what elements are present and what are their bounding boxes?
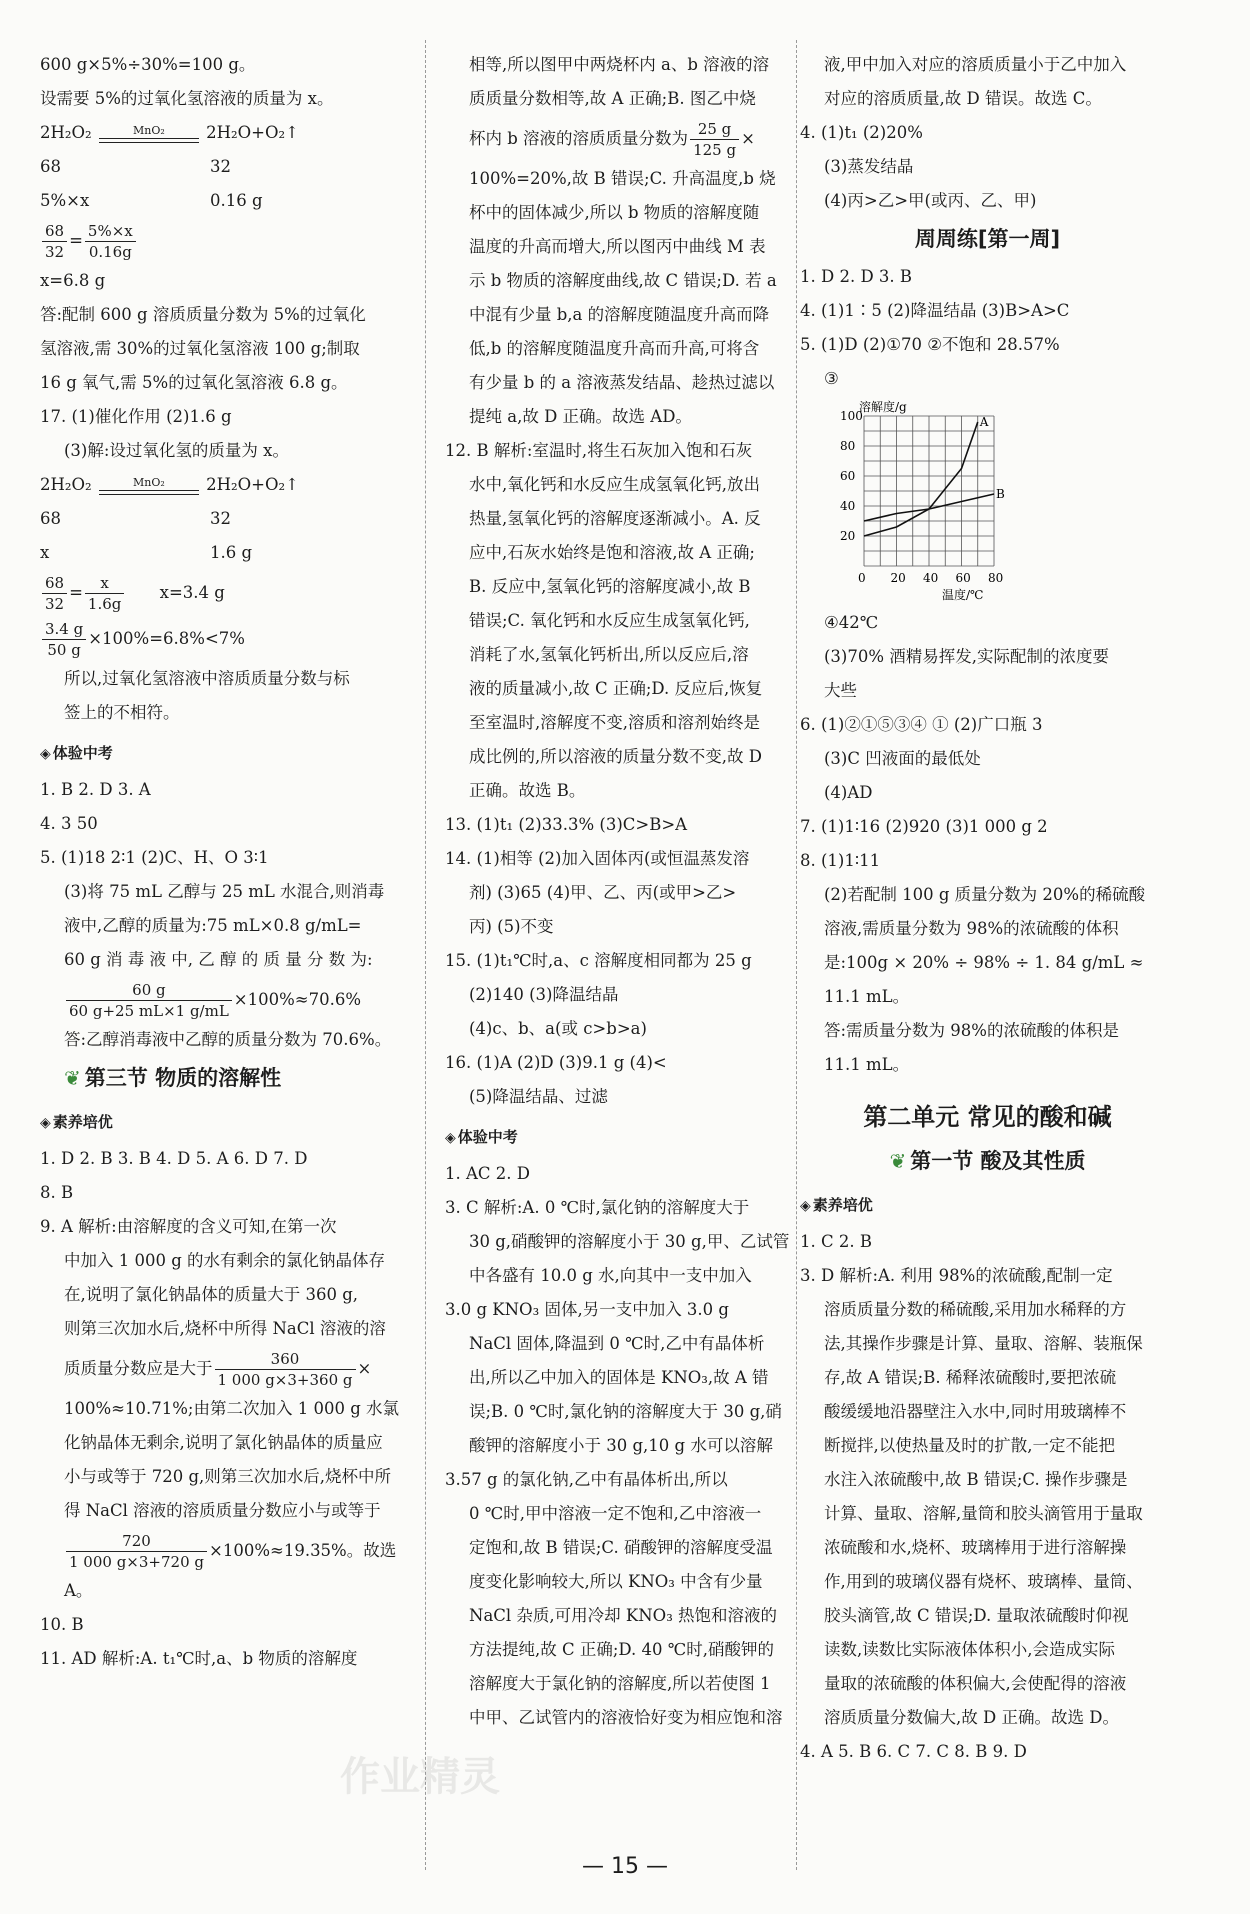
equals: = — [69, 231, 83, 250]
text-line: 5. (1)D (2)①70 ②不饱和 28.57% — [800, 335, 1060, 354]
y-axis-label: 溶解度/g — [859, 400, 907, 414]
x-tick-label: 80 — [988, 571, 1004, 585]
text-line: 溶质质量分数偏大,故 D 正确。故选 D。 — [824, 1708, 1119, 1727]
text-line: 误;B. 0 ℃时,氯化钠的溶解度大于 30 g,硝 — [469, 1402, 782, 1421]
text-line: 中甲、乙试管内的溶液恰好变为相应饱和溶 — [469, 1708, 783, 1727]
text-line: 大些 — [824, 681, 857, 700]
text-line: 液的质量减小,故 C 正确;D. 反应后,恢复 — [469, 679, 763, 698]
text-line: 4. (1)1∶5 (2)降温结晶 (3)B>A>C — [800, 301, 1070, 320]
x-tick-label: 40 — [923, 571, 939, 585]
solubility-chart — [824, 396, 1175, 606]
text-line: 3. C 解析:A. 0 ℃时,氯化钠的溶解度大于 — [445, 1198, 750, 1217]
pct-line — [40, 616, 410, 662]
text-line: 低,b 的溶解度随温度升高而升高,可将含 — [469, 339, 760, 358]
text-line: (2)140 (3)降温结晶 — [469, 985, 619, 1004]
fraction: $\frac{68}{32}$ — [42, 573, 67, 614]
text-line: 1. B 2. D 3. A — [40, 780, 151, 799]
text-line: 量取的浓硫酸的体积偏大,会使配得的溶液 — [824, 1674, 1127, 1693]
text-line: 1. AC 2. D — [445, 1164, 530, 1183]
fraction: $\frac{720}{1 000 g\times 3+720 g}$ — [66, 1531, 207, 1572]
text-line: (2)若配制 100 g 质量分数为 20%的稀硫酸 — [824, 885, 1146, 904]
text-line: ③ — [824, 369, 839, 388]
mass-row — [40, 536, 410, 570]
text-line: 100%=20%,故 B 错误;C. 升高温度,b 烧 — [469, 169, 776, 188]
text-line: 在,说明了氯化钠晶体的质量大于 360 g, — [64, 1285, 359, 1304]
text-line: 5. (1)18 2∶1 (2)C、H、O 3∶1 — [40, 848, 269, 867]
eq-left: 2H₂O₂ — [40, 475, 92, 494]
text-line: 设需要 5%的过氧化氢溶液的质量为 x。 — [40, 89, 334, 108]
text-line: 溶质质量分数的稀硫酸,采用加水稀释的方 — [824, 1300, 1127, 1319]
text-line: 胶头滴管,故 C 错误;D. 量取浓硫酸时仰视 — [824, 1606, 1129, 1625]
section-head-su: ◈ 素养培优 — [40, 1113, 113, 1131]
fraction: $\frac{360}{1 000 g\times 3+360 g}$ — [215, 1349, 356, 1390]
eq-arrow — [99, 124, 199, 143]
fraction: $\frac{3.4 g}{50 g}$ — [42, 619, 86, 660]
text-line: 至室温时,溶解度不变,溶质和溶剂始终是 — [469, 713, 760, 732]
text-line: (3)C 凹液面的最低处 — [824, 749, 981, 768]
mass-val: 68 — [40, 509, 61, 528]
series-line-A — [864, 422, 978, 536]
section-head-exam: ◈ 体验中考 — [40, 744, 113, 762]
section-head-exam: ◈ 体验中考 — [445, 1128, 518, 1146]
text-line: 11. AD 解析:A. t₁℃时,a、b 物质的溶解度 — [40, 1649, 358, 1668]
mass-row — [40, 150, 410, 184]
text-line: 断搅拌,以使热量及时的扩散,一定不能把 — [824, 1436, 1115, 1455]
section-head-su: ◈ 素养培优 — [800, 1196, 873, 1214]
text-line: 0 ℃时,甲中溶液一定不饱和,乙中溶液一 — [469, 1504, 762, 1523]
pct-tail: ×100%≈70.6% — [233, 990, 362, 1009]
result: x=3.4 g — [159, 583, 225, 602]
text-line: 3.0 g KNO₃ 固体,另一支中加入 3.0 g — [445, 1300, 729, 1319]
mass-val: x — [40, 543, 50, 562]
diamond-icon: ◈ — [445, 1130, 456, 1146]
pct-tail: ×100%=6.8%<7% — [88, 629, 245, 648]
x-tick-label: 20 — [890, 571, 906, 585]
eq-arrow — [99, 476, 199, 495]
series-label-A: A — [979, 415, 989, 429]
watermark: 作业精灵 — [340, 1754, 500, 1800]
eq-right: 2H₂O+O₂↑ — [206, 475, 299, 494]
mass-val: 68 — [40, 157, 61, 176]
text-line: 计算、量取、溶解,量筒和胶头滴管用于量取 — [824, 1504, 1143, 1523]
text: 质质量分数应是大于 — [64, 1359, 213, 1378]
text-line: 提纯 a,故 D 正确。故选 AD。 — [469, 407, 692, 426]
text-line: 16 g 氧气,需 5%的过氧化氢溶液 6.8 g。 — [40, 373, 348, 392]
chem-equation — [40, 116, 410, 150]
text-line: 11.1 mL。 — [824, 1055, 910, 1074]
text-line: 签上的不相符。 — [64, 703, 180, 722]
text-line: (4)丙>乙>甲(或丙、乙、甲) — [824, 191, 1037, 210]
text-line: ④42℃ — [824, 613, 879, 632]
text-line: 热量,氢氧化钙的溶解度逐渐减小。A. 反 — [469, 509, 761, 528]
chem-equation — [40, 468, 410, 502]
text-line: 出,所以乙中加入的固体是 KNO₃,故 A 错 — [469, 1368, 769, 1387]
text: 杯内 b 溶液的溶质质量分数为 — [469, 129, 689, 148]
text-line: 中混有少量 b,a 的溶解度随温度升高而降 — [469, 305, 770, 324]
fraction: $\frac{68}{32}$ — [42, 221, 67, 262]
text-line: 9. A 解析:由溶解度的含义可知,在第一次 — [40, 1217, 337, 1236]
column-divider — [796, 40, 797, 1870]
text-line: 4. 3 50 — [40, 814, 98, 833]
text-line: 中加入 1 000 g 的水有剩余的氯化钠晶体存 — [64, 1251, 386, 1270]
text-line: 15. (1)t₁℃时,a、c 溶解度相同都为 25 g — [445, 951, 752, 970]
text-line: (3)蒸发结晶 — [824, 157, 914, 176]
text-line: 化钠晶体无剩余,说明了氯化钠晶体的质量应 — [64, 1433, 383, 1452]
text-line: 正确。故选 B。 — [469, 781, 586, 800]
text-line: 度变化影响较大,所以 KNO₃ 中含有少量 — [469, 1572, 763, 1591]
text-line: 8. (1)1∶11 — [800, 851, 881, 870]
tail: × — [357, 1359, 372, 1378]
x-tick-label: 0 — [858, 571, 866, 585]
text-line: 17. (1)催化作用 (2)1.6 g — [40, 407, 232, 426]
text-line: 读数,读数比实际液体体积小,会造成实际 — [824, 1640, 1115, 1659]
text-line: 10. B — [40, 1615, 84, 1634]
section-title: ❦ 第一节 酸及其性质 — [889, 1149, 1086, 1173]
text-line: 答:需质量分数为 98%的浓硫酸的体积是 — [824, 1021, 1119, 1040]
text-line: 14. (1)相等 (2)加入固体丙(或恒温蒸发溶 — [445, 849, 750, 868]
ratio-line — [40, 218, 410, 264]
text-line: (4)c、b、a(或 c>b>a) — [469, 1019, 647, 1038]
text-line: 定饱和,故 B 错误;C. 硝酸钾的溶解度受温 — [469, 1538, 773, 1557]
y-tick-label: 20 — [840, 529, 856, 543]
text-line: 有少量 b 的 a 溶液蒸发结晶、趁热过滤以 — [469, 373, 775, 392]
text-line: 水注入浓硫酸中,故 B 错误;C. 操作步骤是 — [824, 1470, 1128, 1489]
column-3 — [800, 48, 1175, 1769]
mass-val: 0.16 g — [210, 191, 263, 210]
text-line: 16. (1)A (2)D (3)9.1 g (4)< — [445, 1053, 667, 1072]
unit-title: 第二单元 常见的酸和碱 — [863, 1103, 1112, 1131]
page-number: — 15 — — [582, 1854, 668, 1879]
series-label-B: B — [996, 487, 1005, 501]
text-line: 对应的溶质质量,故 D 错误。故选 C。 — [824, 89, 1102, 108]
text-block — [800, 1225, 1175, 1769]
fraction: $\frac{60 g}{60 g+25 mL\times 1 g/mL}$ — [66, 980, 232, 1021]
tail: ×100%≈19.35%。故选 — [209, 1541, 397, 1560]
fraction: $\frac{25 g}{125 g}$ — [690, 119, 739, 160]
eq-right: 2H₂O+O₂↑ — [206, 123, 299, 142]
text-block — [445, 1157, 790, 1735]
text-line: 错误;C. 氧化钙和水反应生成氢氧化钙, — [469, 611, 750, 630]
weekly-title: 周周练[第一周] — [914, 227, 1061, 251]
text-line: (3)70% 酒精易挥发,实际配制的浓度要 — [824, 647, 1110, 666]
text-line: 100%≈10.71%;由第二次加入 1 000 g 水氯 — [64, 1399, 400, 1418]
text-line: 是:100g × 20% ÷ 98% ÷ 1. 84 g/mL ≈ — [824, 953, 1144, 972]
text-line: 1. C 2. B — [800, 1232, 872, 1251]
text-line: 消耗了水,氢氧化钙析出,所以反应后,溶 — [469, 645, 749, 664]
text-line: 质质量分数相等,故 A 正确;B. 图乙中烧 — [469, 89, 756, 108]
text-line: 相等,所以图甲中两烧杯内 a、b 溶液的溶 — [469, 55, 770, 74]
ratio-line — [40, 570, 410, 616]
catalyst: MnO₂ — [133, 476, 165, 489]
text-line: (5)降温结晶、过滤 — [469, 1087, 608, 1106]
mass-val: 5%×x — [40, 191, 90, 210]
diamond-icon: ◈ — [40, 746, 51, 762]
text-line: 小与或等于 720 g,则第三次加水后,烧杯中所 — [64, 1467, 392, 1486]
text-line: 作,用到的玻璃仪器有烧杯、玻璃棒、量筒、 — [824, 1572, 1143, 1591]
text-block — [445, 162, 790, 1114]
text-line: 所以,过氧化氢溶液中溶质质量分数与标 — [64, 669, 350, 688]
tail: × — [741, 129, 755, 148]
y-tick-label: 80 — [840, 439, 856, 453]
text-line: 则第三次加水后,烧杯中所得 NaCl 溶液的溶 — [64, 1319, 386, 1338]
text-line: 答:乙醇消毒液中乙醇的质量分数为 70.6%。 — [64, 1030, 392, 1049]
frac-line — [445, 116, 790, 162]
text-line: 溶解度大于氯化钠的溶解度,所以若使图 1 — [469, 1674, 771, 1693]
leaf-icon: ❦ — [889, 1149, 907, 1173]
text-line: 水中,氧化钙和水反应生成氢氧化钙,放出 — [469, 475, 760, 494]
mass-val: 1.6 g — [210, 543, 253, 562]
text-line: 1. D 2. D 3. B — [800, 267, 913, 286]
mass-row — [40, 184, 410, 218]
text-line: 7. (1)1∶16 (2)920 (3)1 000 g 2 — [800, 817, 1048, 836]
text-line: 存,故 A 错误;B. 稀释浓硫酸时,要把浓硫 — [824, 1368, 1117, 1387]
text-line: 11.1 mL。 — [824, 987, 910, 1006]
text-line: 温度的升高而增大,所以图丙中曲线 M 表 — [469, 237, 766, 256]
text-line: 1. D 2. B 3. B 4. D 5. A 6. D 7. D — [40, 1149, 308, 1168]
eq-left: 2H₂O₂ — [40, 123, 92, 142]
text-line: 600 g×5%÷30%=100 g。 — [40, 55, 256, 74]
text-line: 3.57 g 的氯化钠,乙中有晶体析出,所以 — [445, 1470, 728, 1489]
leaf-icon: ❦ — [64, 1066, 81, 1090]
text-line: 示 b 物质的溶解度曲线,故 C 错误;D. 若 a — [469, 271, 777, 290]
text-line: (3)将 75 mL 乙醇与 25 mL 水混合,则消毒 — [64, 882, 385, 901]
text-line: 30 g,硝酸钾的溶解度小于 30 g,甲、乙试管 — [469, 1232, 790, 1251]
text-line: (4)AD — [824, 783, 873, 802]
fraction: $\frac{x}{1.6g}$ — [85, 573, 124, 614]
text-line: 成比例的,所以溶液的质量分数不变,故 D — [469, 747, 762, 766]
frac-line — [40, 1528, 410, 1574]
text-line: 应中,石灰水始终是饱和溶液,故 A 正确; — [469, 543, 755, 562]
x-tick-label: 60 — [955, 571, 971, 585]
y-tick-label: 60 — [840, 469, 856, 483]
text-line: 杯中的固体减少,所以 b 物质的溶解度随 — [469, 203, 760, 222]
text-line: 答:配制 600 g 溶质质量分数为 5%的过氧化 — [40, 305, 366, 324]
pct-line — [40, 977, 410, 1023]
catalyst: MnO₂ — [133, 124, 165, 137]
text-line: A。 — [64, 1581, 93, 1600]
text-line: 方法提纯,故 C 正确;D. 40 ℃时,硝酸钾的 — [469, 1640, 774, 1659]
column-1 — [40, 48, 410, 1676]
column-2 — [445, 48, 790, 1735]
diamond-icon: ◈ — [800, 1198, 811, 1214]
text-line: 液中,乙醇的质量为:75 mL×0.8 g/mL= — [64, 916, 362, 935]
text-line: 13. (1)t₁ (2)33.3% (3)C>B>A — [445, 815, 688, 834]
text-line: 4. A 5. B 6. C 7. C 8. B 9. D — [800, 1742, 1027, 1761]
text-line: NaCl 杂质,可用冷却 KNO₃ 热饱和溶液的 — [469, 1606, 778, 1625]
text-line: 12. B 解析:室温时,将生石灰加入饱和石灰 — [445, 441, 753, 460]
text-line: 得 NaCl 溶液的溶质质量分数应小与或等于 — [64, 1501, 381, 1520]
text-line: 溶液,需质量分数为 98%的浓硫酸的体积 — [824, 919, 1119, 938]
equals: = — [69, 583, 83, 602]
text-line: B. 反应中,氢氧化钙的溶解度减小,故 B — [469, 577, 751, 596]
chart-svg — [824, 396, 1024, 606]
text-line: 中各盛有 10.0 g 水,向其中一支中加入 — [469, 1266, 752, 1285]
text-line: (3)解:设过氧化氢的质量为 x。 — [64, 441, 289, 460]
text-line: 剂) (3)65 (4)甲、乙、丙(或甲>乙> — [469, 883, 737, 902]
fraction: $\frac{5\%\times x}{0.16g}$ — [85, 221, 136, 262]
text-block — [800, 48, 1175, 218]
mass-val: 32 — [210, 509, 231, 528]
text-line: x=6.8 g — [40, 271, 106, 290]
text-line: NaCl 固体,降温到 0 ℃时,乙中有晶体析 — [469, 1334, 765, 1353]
text-line: 丙) (5)不变 — [469, 917, 554, 936]
section-title: ❦ 第三节 物质的溶解性 — [64, 1066, 282, 1090]
diamond-icon: ◈ — [40, 1115, 51, 1131]
text-line: 浓硫酸和水,烧杯、玻璃棒用于进行溶解操 — [824, 1538, 1127, 1557]
x-axis-label: 温度/℃ — [942, 588, 984, 602]
text-line: 酸缓缓地沿器壁注入水中,同时用玻璃棒不 — [824, 1402, 1127, 1421]
mass-val: 32 — [210, 157, 231, 176]
y-tick-label: 40 — [840, 499, 856, 513]
column-divider — [425, 40, 426, 1870]
text-line: 8. B — [40, 1183, 74, 1202]
mass-row — [40, 502, 410, 536]
text-line: 4. (1)t₁ (2)20% — [800, 123, 923, 142]
text-line: 液,甲中加入对应的溶质质量小于乙中加入 — [824, 55, 1127, 74]
text-line: 3. D 解析:A. 利用 98%的浓硫酸,配制一定 — [800, 1266, 1113, 1285]
text-block — [445, 48, 790, 116]
y-tick-label: 100 — [840, 409, 863, 423]
text-line: 法,其操作步骤是计算、量取、溶解、装瓶保 — [824, 1334, 1143, 1353]
text-line: 氢溶液,需 30%的过氧化氢溶液 100 g;制取 — [40, 339, 360, 358]
text-line: 60 g 消 毒 液 中, 乙 醇 的 质 量 分 数 为: — [64, 950, 373, 969]
frac-line — [40, 1346, 410, 1392]
text-line: 酸钾的溶解度小于 30 g,10 g 水可以溶解 — [469, 1436, 773, 1455]
text-line: 6. (1)②①⑤③④ ① (2)广口瓶 3 — [800, 715, 1043, 734]
